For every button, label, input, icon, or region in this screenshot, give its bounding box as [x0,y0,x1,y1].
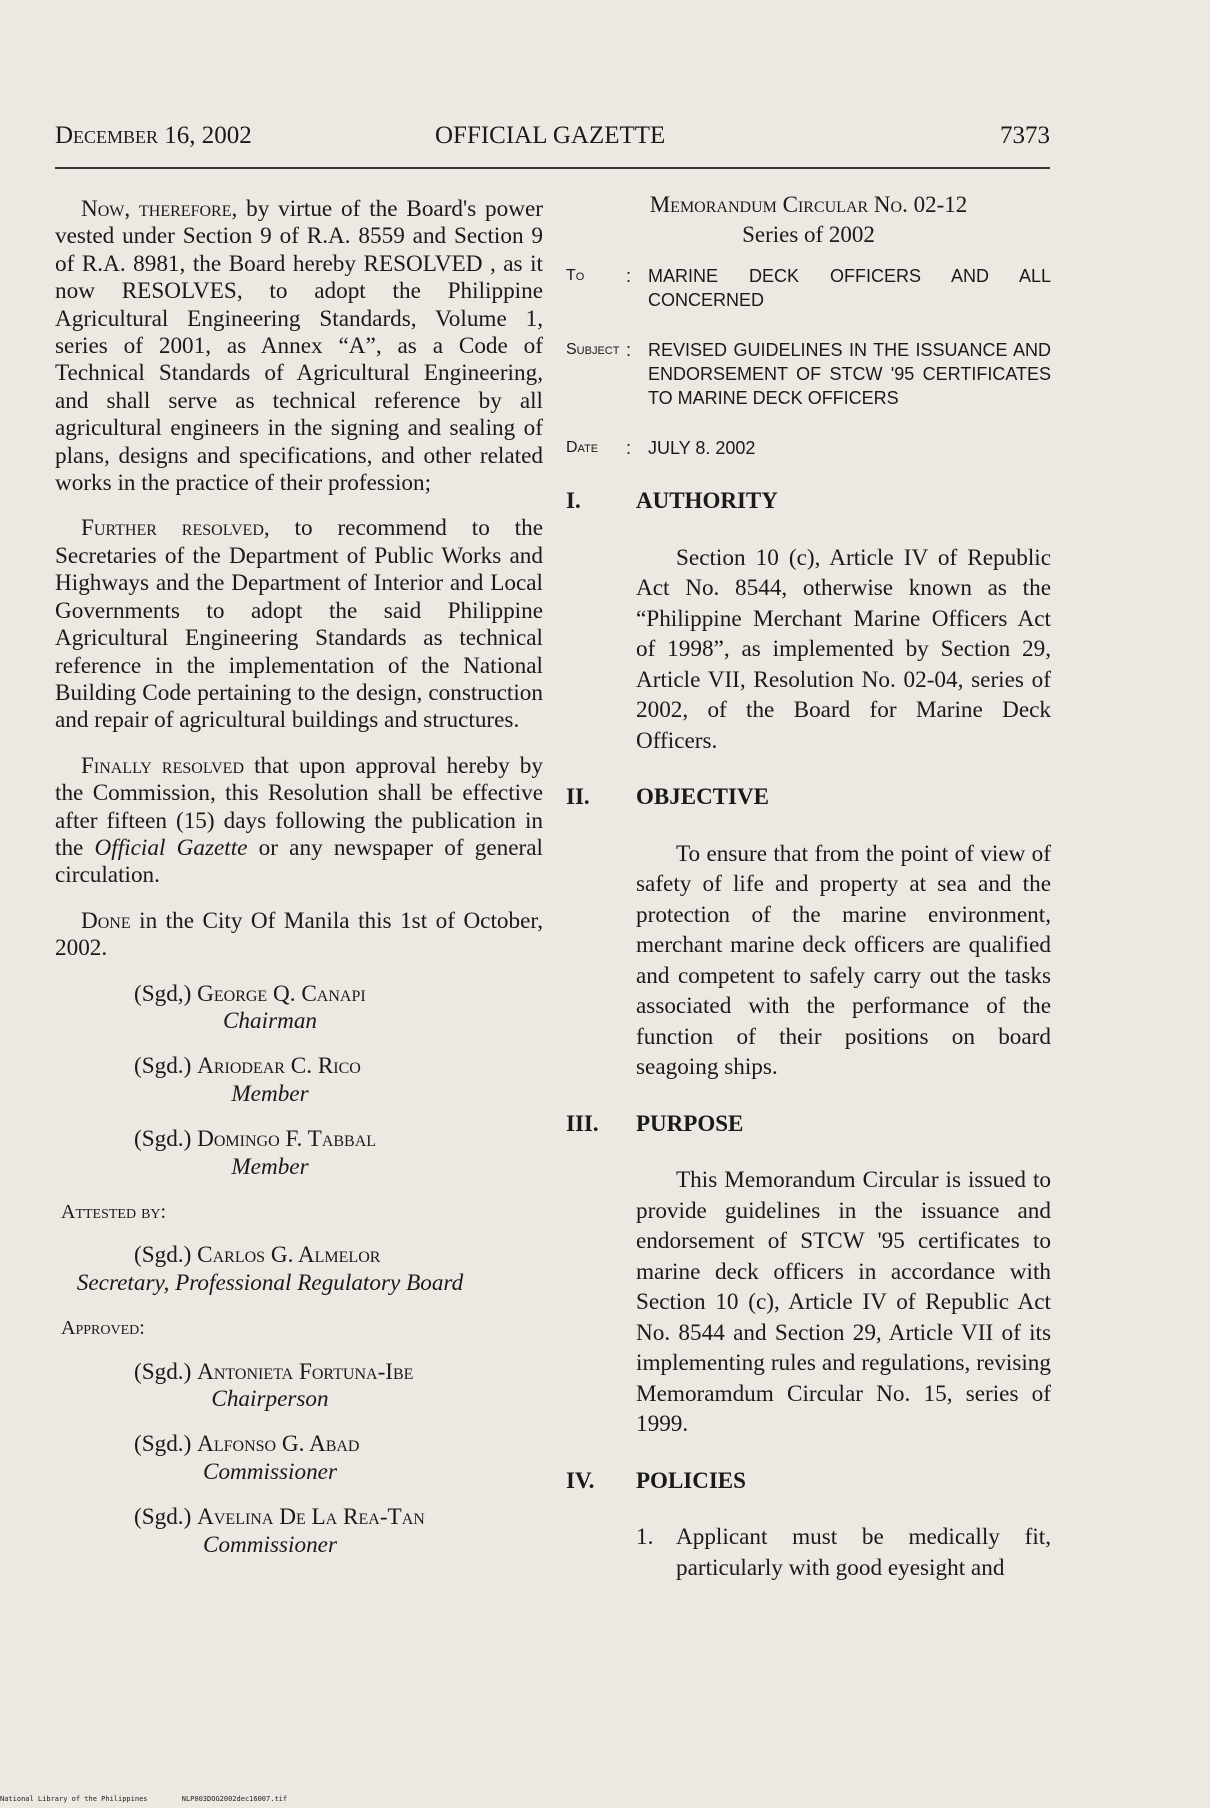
sgd-prefix: (Sgd.) [134,1431,198,1458]
name: Avelina De La Rea-Tan [197,1504,425,1531]
section-title: PURPOSE [636,1110,744,1136]
library-credit: National Library of the Philippines [0,1795,148,1803]
paragraph-text: in the City Of Manila this 1st of October, 2002. [55,907,543,962]
signatory-role: Commissioner [203,1458,337,1485]
date-value: JULY 8. 2002 [648,438,756,458]
signatory-name [55,1242,543,1269]
signatory-role: Member [231,1153,309,1180]
scan-footer [0,1795,317,1803]
colon: : [626,266,632,286]
resolution-paragraph-2 [55,515,543,734]
signatory [55,1126,543,1181]
section-number: I. [566,488,581,513]
lead-finally-resolved: Finally resolved [81,752,245,779]
name: Carlos G. Almelor [197,1242,381,1269]
section-body: Section 10 (c), Article IV of Republic Act No. 8544, otherwise known as the “Philippine Merchant Marine Officers Act of 1998”, as implemented by Section 29, Article VII, Resolution No. 02-04, series of 2002, of the Board for Marine Deck Officers. [636,544,1051,754]
signatory-name [55,1504,543,1531]
name: Alfonso G. Abad [197,1431,360,1458]
sgd-prefix: (Sgd.) [134,1242,198,1269]
section-title: OBJECTIVE [636,784,769,809]
subject-field [566,338,1051,410]
section-title: POLICIES [636,1467,746,1493]
policy-item [636,1522,1051,1583]
page-header [55,122,1050,156]
date-label: Date [566,439,599,456]
left-column [55,196,543,1577]
sgd-prefix: (Sgd.) [134,1126,198,1153]
signatory-name [55,981,543,1008]
attester [55,1242,543,1297]
sgd-prefix: (Sgd.) [134,1504,198,1531]
signatory-role: Commissioner [203,1531,337,1558]
paragraph-text: to recommend to the Secretaries of the Department of Public Works and Highways and the Department of Interior and Local Governments to adopt the said Philippine Agricultural Engineering Standards as technical reference in the implementation of the National Building Code pertaining to the design, construction and repair of agricultural buildings and structures. [55,515,543,734]
signatory-role: Chairperson [211,1386,329,1413]
page-number: 7373 [1000,122,1050,149]
subject-label: Subject [566,341,620,358]
colon: : [626,340,632,360]
signatory-role: Member [231,1080,309,1107]
attested-by-label: Attested by: [61,1201,167,1223]
section-heading [566,782,1051,813]
memo-title: Memorandum Circular No. 02-12 [649,192,968,217]
signatory-name [55,1431,543,1458]
subject-value: REVISED GUIDELINES IN THE ISSUANCE AND ENDORSEMENT OF STCW '95 CERTIFICATES TO MARINE DECK OFFICERS [648,340,1051,408]
memo-heading [566,190,1051,250]
signatory-role: Chairman [222,1007,318,1034]
policy-number: 1. [636,1524,654,1550]
sgd-prefix: (Sgd,) [134,980,198,1007]
signatory-role: Secretary, Professional Regulatory Board [76,1269,464,1296]
lead-done: Done [81,907,131,934]
signatory-name [55,1053,543,1080]
gazette-title: Official Gazette [94,834,248,861]
section-heading [566,486,1051,517]
paragraph-text: or any newspaper of general circulation. [55,834,543,889]
approver [55,1431,543,1486]
done-paragraph [55,908,543,963]
file-id: NLP003DOG2002dec16007.tif [181,1795,288,1803]
to-label: To [566,267,585,284]
colon: : [626,438,632,458]
paragraph-text: by virtue of the Board's power vested under Section 9 of R.A. 8559 and Section 9 of R.A. 8981, the Board hereby RESOLVED , as it now RESOLVES, to adopt the Philippine Agricultural Engineering Standards, Volume 1, series of 2001, as Annex “A”, as a Code of Technical Standards of Agricultural Engineering, and shall serve as technical reference by all agricultural engineers in the signing and sealing of plans, designs and specifications, and other related works in the practice of their profession; [55,196,543,497]
policy-text: Applicant must be medically fit, particularly with good eyesight and [676,1524,1051,1581]
section-number: III. [566,1110,599,1136]
to-value: MARINE DECK OFFICERS AND ALL CONCERNED [648,266,1051,310]
header-title: OFFICIAL GAZETTE [435,122,666,149]
sgd-prefix: (Sgd.) [134,1358,198,1385]
name: Antonieta Fortuna-Ibe [197,1358,414,1385]
approver [55,1359,543,1414]
approved-label: Approved: [61,1317,145,1340]
signatory [55,981,543,1036]
resolution-paragraph-3 [55,753,543,890]
section-title: AUTHORITY [636,488,778,513]
paragraph-text: that upon approval hereby by the Commission, this Resolution shall be effective after fifteen (15) days following the publication in the [55,752,543,861]
signatory [55,1053,543,1108]
section-heading [566,1109,1051,1140]
signatory-name [55,1126,543,1153]
lead-further-resolved: Further resolved, [81,515,270,542]
memo-series: Series of 2002 [742,222,875,247]
header-date: December 16, 2002 [55,122,252,149]
date-field [566,436,1051,460]
right-column [566,190,1051,1583]
sgd-prefix: (Sgd.) [134,1053,198,1080]
section-number: II. [566,784,590,809]
lead-now-therefore: Now, therefore, [81,196,238,222]
section-body: This Memorandum Circular is issued to provide guidelines in the issuance and endorsement of STCW '95 certificates to marine deck officers in accordance with Section 10 (c), Article IV of Republic Act No. 8544 and Section 29, Article VII of its implementing rules and regulations, revising Memoramdum Circular No. 15, series of 1999. [636,1167,1051,1437]
name: Ariodear C. Rico [197,1053,361,1080]
section-heading [566,1466,1051,1497]
signatory-name [55,1359,543,1386]
section-number: IV. [566,1467,595,1493]
header-rule [55,167,1050,169]
section-body: To ensure that from the point of view of safety of life and property at sea and the protection of the marine environment, merchant marine deck officers are qualified and competent to safely carry out the tasks associated with the performance of the function of their positions on board seagoing ships. [636,840,1051,1080]
name: Domingo F. Tabbal [197,1126,377,1153]
to-field [566,264,1051,312]
approver [55,1504,543,1559]
resolution-paragraph-1 [55,196,543,497]
name: George Q. Canapi [197,980,366,1007]
